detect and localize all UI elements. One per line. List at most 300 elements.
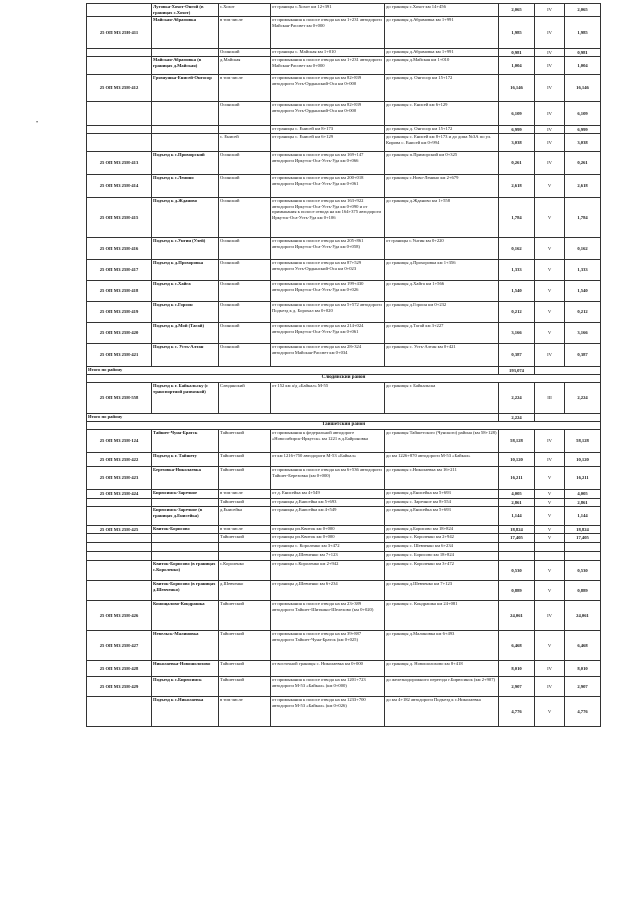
road-category: V — [535, 526, 565, 534]
total-blank — [535, 367, 601, 375]
district-total-row — [87, 367, 601, 375]
category-length: 0,261 — [565, 152, 601, 175]
segment-length: 1,540 — [499, 281, 535, 302]
category-length: 8,010 — [565, 661, 601, 677]
category-length: 6,468 — [565, 631, 601, 661]
road-name: Николаевка-Новошолохово — [152, 661, 219, 677]
segment-end: до границы д.Енисейка км 5+693 — [385, 490, 499, 499]
segment-start: от примыкания к полосе отвода на км 23+389 автодороги Тайшет-Шиткино-Шелехово (км 0+020) — [271, 601, 385, 631]
road-name — [152, 534, 219, 543]
district-name: Тайшетский — [219, 467, 271, 490]
road-row — [87, 152, 601, 175]
district-name: Осинский — [219, 344, 271, 367]
segment-end: до границы д.Тагай км 3+227 — [385, 323, 499, 344]
district-name — [219, 552, 271, 561]
road-category: V — [535, 175, 565, 198]
segment-length: 1,333 — [499, 260, 535, 281]
segment-end: до границы д.Майская км 1+010 — [385, 57, 499, 75]
road-id-code — [87, 126, 152, 134]
category-length: 24,061 — [565, 601, 601, 631]
segment-length: 4,776 — [499, 697, 535, 727]
road-row — [87, 344, 601, 367]
road-id-code: 25 ОП МЗ 25Н-417 — [87, 260, 152, 281]
road-category: V — [535, 631, 565, 661]
district-name: Тайшетский — [219, 453, 271, 467]
segment-start: от границы рп.Квиток км 0+000 — [271, 534, 385, 543]
segment-start: от д. Енисейка км 4+549 — [271, 490, 385, 499]
district-name: в том числе — [219, 526, 271, 534]
district-name: Осинский — [219, 323, 271, 344]
category-length: 3,166 — [565, 323, 601, 344]
road-row — [87, 383, 601, 414]
road-id-code — [87, 4, 152, 17]
road-id-code: 25 ОП МЗ 25Н-416 — [87, 238, 152, 260]
road-row — [87, 302, 601, 323]
district-name: Слюдянский — [219, 383, 271, 414]
road-name: Подъезд к с.Ленино — [152, 175, 219, 198]
road-category: V — [535, 581, 565, 601]
segment-length: 0,261 — [499, 152, 535, 175]
road-id-code — [87, 499, 152, 507]
road-id-code: 25 ОП МЗ 25Н-412 — [87, 75, 152, 102]
district-name: д.Енисейка — [219, 507, 271, 526]
district-name: д.Шевченко — [219, 581, 271, 601]
road-id-code: 25 ОП МЗ 25Н-411 — [87, 17, 152, 49]
district-name: в том числе — [219, 75, 271, 102]
road-category: V — [535, 561, 565, 581]
category-length: 1,540 — [565, 281, 601, 302]
road-category: V — [535, 323, 565, 344]
segment-start: от восточной границы с. Николаевка км 0+000 — [271, 661, 385, 677]
segment-length: 0,530 — [499, 561, 535, 581]
road-row — [87, 507, 601, 526]
road-category: IV — [535, 4, 565, 17]
road-id-code — [87, 697, 152, 727]
segment-start: от примыкания к полосе отвода на км 163+922 автодороги Иркутск-Оса-Усть-Уда км 0+090 и от примыкания к полосе отвода на км 164+375 автодороги Иркутск-Оса-Усть-Уда км 0+106 — [271, 198, 385, 238]
segment-end: до границы г. Байкальска — [385, 383, 499, 414]
segment-end: от границы с.Унгин км 0+220 — [385, 238, 499, 260]
road-row — [87, 134, 601, 152]
category-length: 16,146 — [565, 75, 601, 102]
segment-start: от примыкания к полосе отвода на км 6+536 автодороги Тайшет-Березовка (км 0+000) — [271, 467, 385, 490]
road-row — [87, 75, 601, 102]
segment-length: 1,784 — [499, 198, 535, 238]
road-row — [87, 102, 601, 126]
road-id-code: 25 ОП МЗ 25Н-426 — [87, 601, 152, 631]
road-category: V — [535, 260, 565, 281]
district-name: Тайшетский — [219, 499, 271, 507]
road-id-code: 25 ОП МЗ 25Н-420 — [87, 323, 152, 344]
district-name: в том числе — [219, 17, 271, 49]
road-name: Подъезд к д.Жданово — [152, 198, 219, 238]
road-row — [87, 661, 601, 677]
road-name: Подъезд к д.Прохоровка — [152, 260, 219, 281]
segment-end: до границы д.Жданово км 1+558 — [385, 198, 499, 238]
road-id-code — [87, 552, 152, 561]
category-length — [565, 543, 601, 552]
district-name: с.Хохот — [219, 4, 271, 17]
segment-end: до границы с. Заречное км 8+554 — [385, 499, 499, 507]
segment-end: до границы д.Шевченко км 7+123 — [385, 581, 499, 601]
road-name: Подъезд к г. Тайшету — [152, 453, 219, 467]
district-name: Осинский — [219, 198, 271, 238]
road-name — [152, 102, 219, 126]
segment-start: от примыкания к федеральной автодороге «Новосибирск-Иркутск» км 1221 в д.Байроновка — [271, 430, 385, 453]
segment-end: до границы д.Енисейка км 5+693 — [385, 507, 499, 526]
segment-end: до границы д. Новошолохово км 8+418 — [385, 661, 499, 677]
road-name: Бирюсинск-Заречное (в границах д.Енисейка) — [152, 507, 219, 526]
segment-start: от примыкания к полосе отвода на км 1201+723 автодороги М-53 «Байкал» (км 0+000) — [271, 677, 385, 697]
road-category: III — [535, 383, 565, 414]
district-name: Осинский — [219, 238, 271, 260]
segment-start: от примыкания к полосе отвода на км 5+572 автодороги Подъезд к д. Борохал км 0+020 — [271, 302, 385, 323]
segment-start: от примыкания к полосе отвода на км 87+529 автодороги Усть-Ордынский-Оса км 0+023 — [271, 260, 385, 281]
road-id-code — [87, 134, 152, 152]
segment-end: до границы д.Малиновка км 6+493 — [385, 631, 499, 661]
segment-length: 0,212 — [499, 302, 535, 323]
road-category: V — [535, 238, 565, 260]
road-row — [87, 126, 601, 134]
segment-length: 0,387 — [499, 344, 535, 367]
district-name: с. Енисей — [219, 134, 271, 152]
segment-end: до границы с.Хохот км 14+456 — [385, 4, 499, 17]
road-id-code: 25 ОП МЗ 25Н-415 — [87, 198, 152, 238]
district-name: Тайшетский — [219, 430, 271, 453]
road-name — [152, 543, 219, 552]
segment-start: от примыкания к полосе отвода на км 200+018 автодороги Иркутск-Оса-Усть-Уда км 0+061 — [271, 175, 385, 198]
road-category: IV — [535, 344, 565, 367]
road-id-code: 25 ОП МЗ 25Н-424 — [87, 490, 152, 499]
road-id-code — [87, 543, 152, 552]
segment-length — [499, 543, 535, 552]
road-row — [87, 467, 601, 490]
road-row — [87, 4, 601, 17]
road-id-code: 25 ОП МЗ 25Н-428 — [87, 661, 152, 677]
segment-length: 3,038 — [499, 134, 535, 152]
segment-start: от границы с. Майская км 1+010 — [271, 49, 385, 57]
road-row — [87, 49, 601, 57]
road-id-code — [87, 581, 152, 601]
segment-length: 1,985 — [499, 17, 535, 49]
road-name — [152, 499, 219, 507]
road-name: Конощалово-Кондрашка — [152, 601, 219, 631]
segment-length — [499, 552, 535, 561]
road-category: IV — [535, 661, 565, 677]
category-length: 17,405 — [565, 534, 601, 543]
segment-end: до железнодорожного переезда г.Бирюсинск (км 2+907) — [385, 677, 499, 697]
total-blank — [535, 414, 601, 422]
category-length: 10,120 — [565, 453, 601, 467]
segment-length: 2,861 — [499, 499, 535, 507]
segment-end: до границы с. Енисей км 6+129 — [385, 102, 499, 126]
segment-start: от границы д.Шевченко км 7+123 — [271, 552, 385, 561]
road-name: Подъезд к с.Гороон — [152, 302, 219, 323]
segment-end: до границы с. Шевченко км 6+234 — [385, 543, 499, 552]
segment-start: от границы рп.Квиток км 0+000 — [271, 526, 385, 534]
road-name: Квиток-Борисово — [152, 526, 219, 534]
category-length: 0,530 — [565, 561, 601, 581]
category-length: 3,038 — [565, 134, 601, 152]
road-row — [87, 526, 601, 534]
road-row — [87, 490, 601, 499]
segment-end: до границы Тайшетского (Чунского) района (км 58+128) — [385, 430, 499, 453]
segment-start: от примыкания к полосе отвода на км 205+861 автодороги Иркутск-Оса-Усть-Уда км 0+058) — [271, 238, 385, 260]
segment-length: 2,618 — [499, 175, 535, 198]
road-row — [87, 601, 601, 631]
road-category: V — [535, 697, 565, 727]
category-length — [565, 552, 601, 561]
category-length: 2,907 — [565, 677, 601, 697]
segment-start: от границы с. Енисей км 6+129 — [271, 134, 385, 152]
road-id-code: 25 ОП МЗ 25Н-418 — [87, 281, 152, 302]
district-name: с.Короленко — [219, 561, 271, 581]
segment-length: 1,004 — [499, 57, 535, 75]
road-id-code — [87, 57, 152, 75]
road-name — [152, 134, 219, 152]
road-category: IV — [535, 17, 565, 49]
road-id-code: 25 ОП МЗ 25Н-429 — [87, 677, 152, 697]
segment-start: от примыкания к полосе отвода на км 1+231 автодороги Майская-Рассвет км 0+000 — [271, 17, 385, 49]
segment-start: от примыкания к полосе отвода на км 1233+700 автодороги М-53 «Байкал» (км 0+026) — [271, 697, 385, 727]
segment-length: 17,405 — [499, 534, 535, 543]
category-length: 2,618 — [565, 175, 601, 198]
road-id-code: 25 ОП МЗ 25Н-423 — [87, 467, 152, 490]
district-name: Осинский — [219, 175, 271, 198]
road-category: IV — [535, 49, 565, 57]
road-id-code: 25 ОП МЗ 25Н-419 — [87, 302, 152, 323]
category-length: 4,005 — [565, 490, 601, 499]
segment-end: до границы с. Усть-Алтан км 0+421 — [385, 344, 499, 367]
road-id-code — [87, 534, 152, 543]
road-row — [87, 175, 601, 198]
district-name: в том числе — [219, 490, 271, 499]
road-name: Майская-Абрамовка (в границах д.Майская) — [152, 57, 219, 75]
road-id-code — [87, 507, 152, 526]
segment-start: от км 1216+750 автодороги М-53 «Байкал» — [271, 453, 385, 467]
road-category: V — [535, 467, 565, 490]
district-name: в том числе — [219, 697, 271, 727]
category-length: 1,144 — [565, 507, 601, 526]
segment-start: от примыкания к полосе отвода на км 82+839 автодороги Усть-Ордынский-Оса км 0+000 — [271, 75, 385, 102]
road-category: IV — [535, 601, 565, 631]
road-name: Майская-Абрамовка — [152, 17, 219, 49]
category-length: 1,004 — [565, 57, 601, 75]
category-length: 2,065 — [565, 4, 601, 17]
road-id-code: 25 ОП МЗ 25Н-421 — [87, 344, 152, 367]
road-name: Подъезд к с.Хайга — [152, 281, 219, 302]
segment-length: 0,162 — [499, 238, 535, 260]
road-name: Подъезд к с. Усть-Алтан — [152, 344, 219, 367]
segment-end: до км 4+182 автодороги Подъезд к с.Николаевка — [385, 697, 499, 727]
segment-length: 6,109 — [499, 102, 535, 126]
category-length: 4,776 — [565, 697, 601, 727]
segment-length: 16,146 — [499, 75, 535, 102]
district-header-row — [87, 375, 601, 383]
road-name: Квиток-Борисово (в границах с.Короленко) — [152, 561, 219, 581]
road-category: V — [535, 490, 565, 499]
category-length: 18,824 — [565, 526, 601, 534]
segment-end: до границы с.Николаевка км 16+211 — [385, 467, 499, 490]
road-row — [87, 17, 601, 49]
segment-length: 58,128 — [499, 430, 535, 453]
district-name — [219, 126, 271, 134]
district-title: Слюдянский район — [87, 375, 601, 383]
road-name — [152, 552, 219, 561]
district-name: Тайшетский — [219, 661, 271, 677]
road-row — [87, 697, 601, 727]
category-length: 0,387 — [565, 344, 601, 367]
road-id-code: 25 ОП МЗ 25Н-414 — [87, 175, 152, 198]
road-id-code: 25 ОП МЗ 25Н-413 — [87, 152, 152, 175]
road-name: Бирюсинск-Заречное — [152, 490, 219, 499]
district-name: Осинский — [219, 49, 271, 57]
district-name: Тайшетский — [219, 677, 271, 697]
segment-end: до границы п.Приморский км 0+325 — [385, 152, 499, 175]
road-name: Подъезд к д.Мой (Тагай) — [152, 323, 219, 344]
category-length: 1,985 — [565, 17, 601, 49]
road-row — [87, 561, 601, 581]
road-category — [535, 552, 565, 561]
district-name: Тайшетский — [219, 534, 271, 543]
segment-end: до границы с. Кондрашка км 24+081 — [385, 601, 499, 631]
road-category — [535, 543, 565, 552]
road-name: Подъезд к г. Байкальску (с транспортной развязкой) — [152, 383, 219, 414]
road-id-code: 25 ОП МЗ 25Н-124 — [87, 430, 152, 453]
category-length: 0,212 — [565, 302, 601, 323]
segment-length: 6,468 — [499, 631, 535, 661]
road-row — [87, 631, 601, 661]
segment-end: до границы д.Гороон км 0+232 — [385, 302, 499, 323]
segment-length: 1,144 — [499, 507, 535, 526]
category-length: 1,784 — [565, 198, 601, 238]
segment-length: 6,999 — [499, 126, 535, 134]
road-name: Квиток-Борисово (в границах д.Шевченко) — [152, 581, 219, 601]
segment-start: от примыкания к полосе отвода на км 28+324 автодороги Майская-Рассвет км 0+034 — [271, 344, 385, 367]
road-name — [152, 49, 219, 57]
road-name: Подъезд к с.Бирюсинск — [152, 677, 219, 697]
road-row — [87, 677, 601, 697]
district-header-row — [87, 422, 601, 430]
segment-length: 3,166 — [499, 323, 535, 344]
road-name: Подъезд к с.Унгин (Улей) — [152, 238, 219, 260]
segment-length: 4,005 — [499, 490, 535, 499]
margin-mark: • — [36, 120, 39, 126]
category-length: 6,109 — [565, 102, 601, 126]
segment-length: 10,120 — [499, 453, 535, 467]
road-id-code: 25 ОП МЗ 25Н-558 — [87, 383, 152, 414]
road-name: Луговка-Хохот-Онгой (в границах с.Хохот) — [152, 4, 219, 17]
road-category: V — [535, 499, 565, 507]
road-category: IV — [535, 453, 565, 467]
segment-length: 24,061 — [499, 601, 535, 631]
category-length: 58,128 — [565, 430, 601, 453]
segment-start: от примыкания к полосе отвода на км 82+839 автодороги Усть-Ордынский-Оса км 0+000 — [271, 102, 385, 126]
segment-length: 2,065 — [499, 4, 535, 17]
road-category: IV — [535, 75, 565, 102]
table-body — [87, 4, 601, 727]
category-length: 0,981 — [565, 49, 601, 57]
segment-start: от примыкания к полосе отвода на км 1+231 автодороги Майская-Рассвет км 0+000 — [271, 57, 385, 75]
road-category: IV — [535, 677, 565, 697]
category-length: 0,162 — [565, 238, 601, 260]
category-length: 6,999 — [565, 126, 601, 134]
road-row — [87, 323, 601, 344]
district-name: д.Майская — [219, 57, 271, 75]
district-name: Осинский — [219, 281, 271, 302]
category-length: 1,333 — [565, 260, 601, 281]
segment-end: до границы д.Абрамовка км 1+991 — [385, 49, 499, 57]
district-name — [219, 543, 271, 552]
road-category: V — [535, 198, 565, 238]
segment-start: от примыкания к полосе отвода на км 214+024 автодороги Иркутск-Оса-Усть-Уда км 0+061 — [271, 323, 385, 344]
segment-start: от примыкания к полосе отвода на км 199+430 автодороги Иркутск-Оса-Усть-Уда км 0+026 — [271, 281, 385, 302]
district-total-row — [87, 414, 601, 422]
segment-end: до границы с. Енисей км 8+173 и до дома №3А по ул. Кирова с. Енисей км 0+994 — [385, 134, 499, 152]
district-name: Тайшетский — [219, 601, 271, 631]
road-category: IV — [535, 134, 565, 152]
road-id-code — [87, 561, 152, 581]
total-value: 193,074 — [499, 367, 535, 375]
road-category: IV — [535, 102, 565, 126]
segment-end: до границы д.Абрамовка км 1+991 — [385, 17, 499, 49]
segment-length: 8,010 — [499, 661, 535, 677]
segment-start: от примыкания к полосе отвода на км 169+147 автодороги Иркутск-Оса-Усть-Уда км 0+066 — [271, 152, 385, 175]
segment-start: от примыкания к полосе отвода на км 39+887 автодороги Тайшет-Чуна-Братск (км 0+025) — [271, 631, 385, 661]
road-name: Грязнушка-Енисей-Онгосор — [152, 75, 219, 102]
district-name: Тайшетский — [219, 631, 271, 661]
segment-end: до границы с. Короленко км 2+942 — [385, 534, 499, 543]
road-row — [87, 552, 601, 561]
segment-end: до границы с. Борисово км 18+824 — [385, 552, 499, 561]
road-register-table — [86, 3, 601, 727]
road-row — [87, 281, 601, 302]
road-name — [152, 126, 219, 134]
district-name: Осинский — [219, 102, 271, 126]
road-name: Невельск-Малиновка — [152, 631, 219, 661]
category-length: 0,889 — [565, 581, 601, 601]
segment-length: 0,889 — [499, 581, 535, 601]
segment-end: до границы д.Хайга км 1+566 — [385, 281, 499, 302]
road-id-code — [87, 49, 152, 57]
road-name: Березовка-Николаевка — [152, 467, 219, 490]
segment-start: от границы д.Енисейка км 4+549 — [271, 507, 385, 526]
road-category: V — [535, 281, 565, 302]
road-row — [87, 499, 601, 507]
segment-start: от 152 км а/д «Байкал» М-55 — [271, 383, 385, 414]
segment-end: до границы д. Онгосор км 15+172 — [385, 75, 499, 102]
district-name: Осинский — [219, 302, 271, 323]
segment-end: до границы д.Борисово км 18+824 — [385, 526, 499, 534]
segment-end: до границы д. Онгосор км 15+172 — [385, 126, 499, 134]
segment-length: 2,907 — [499, 677, 535, 697]
road-category: IV — [535, 430, 565, 453]
road-row — [87, 260, 601, 281]
road-name: Подъезд к с.Приморский — [152, 152, 219, 175]
district-title: Тайшетский район — [87, 422, 601, 430]
category-length: 2,861 — [565, 499, 601, 507]
road-row — [87, 198, 601, 238]
road-id-code: 25 ОП МЗ 25Н-427 — [87, 631, 152, 661]
road-id-code — [87, 102, 152, 126]
segment-length: 16,211 — [499, 467, 535, 490]
road-row — [87, 430, 601, 453]
road-row — [87, 534, 601, 543]
road-name: Подъезд к с.Николаевка — [152, 697, 219, 727]
road-category: IV — [535, 152, 565, 175]
road-category: IV — [535, 126, 565, 134]
road-category: V — [535, 534, 565, 543]
segment-length: 2,224 — [499, 383, 535, 414]
